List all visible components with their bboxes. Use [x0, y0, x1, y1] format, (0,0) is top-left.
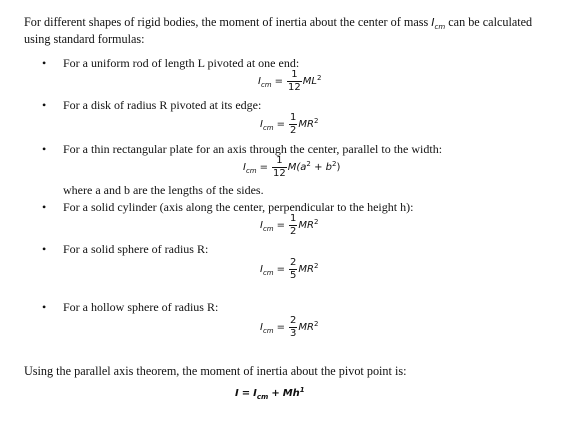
fraction-denominator: 12 — [288, 82, 301, 93]
formula-lhs-sub: cm — [245, 166, 257, 175]
formula-lhs: I — [243, 162, 246, 173]
formula-rhs: MR — [298, 322, 314, 333]
formula-rhs: MR — [298, 220, 314, 231]
equals-sign: = — [276, 322, 286, 333]
plate-note: where a and b are the lengths of the sides. — [63, 183, 264, 197]
formula-solid-sphere — [260, 258, 318, 281]
fraction — [289, 316, 297, 339]
bullet-marker: • — [42, 98, 47, 112]
fraction-denominator: 12 — [273, 168, 286, 179]
intro-symbol-letter: I — [431, 16, 435, 29]
fraction-denominator: 2 — [290, 125, 297, 136]
formula-plate — [243, 156, 340, 179]
fraction-denominator: 3 — [290, 328, 297, 339]
formula-rhs-part: ) — [336, 162, 341, 173]
intro-text-before: For different shapes of rigid bodies, the moment of inertia about the center of mass — [24, 15, 432, 29]
fraction — [272, 156, 287, 179]
formula-lhs: I — [260, 119, 263, 130]
formula-exponent: 2 — [313, 217, 319, 226]
item-disk-label: For a disk of radius R pivoted at its edge: — [63, 98, 262, 112]
item-rod-label: For a uniform rod of length L pivoted at one end: — [63, 56, 300, 70]
fraction-denominator: 5 — [290, 270, 297, 281]
formula-exponent: 2 — [313, 116, 319, 125]
plus-sign: + — [271, 388, 280, 399]
formula-rhs: MR — [298, 119, 314, 130]
formula-rhs: MR — [298, 264, 314, 275]
equals-sign: = — [259, 162, 269, 173]
formula-disk — [260, 113, 318, 136]
fraction-numerator: 1 — [276, 155, 283, 166]
formula-exponent: 2 — [316, 73, 322, 82]
formula-exponent: 2 — [331, 159, 337, 168]
item-hollow-sphere-label: For a hollow sphere of radius R: — [63, 300, 219, 314]
fraction-denominator: 2 — [290, 226, 297, 237]
bullet-marker: • — [42, 142, 47, 156]
fraction-numerator: 1 — [290, 213, 297, 224]
outro-paragraph: Using the parallel axis theorem, the moment of inertia about the pivot point is: — [24, 364, 407, 378]
item-plate-label: For a thin rectangular plate for an axis through the center, parallel to the width: — [63, 142, 443, 156]
final-lhs: I — [235, 388, 239, 399]
equals-sign: = — [274, 76, 284, 87]
formula-exponent: 2 — [306, 159, 311, 168]
formula-lhs: I — [260, 322, 263, 333]
bullet-marker: • — [42, 200, 47, 214]
equals-sign: = — [276, 264, 286, 275]
intro-symbol-subscript: cm — [434, 23, 446, 31]
intro-text-after: can be calculated using standard formulas: — [24, 15, 533, 46]
final-term-mh: Mh — [282, 388, 300, 399]
fraction — [289, 258, 297, 281]
equals-sign: = — [276, 220, 286, 231]
equals-sign: = — [276, 119, 286, 130]
fraction-numerator: 2 — [290, 257, 297, 268]
formula-lhs-sub: cm — [260, 80, 272, 89]
formula-rhs-part: M(a — [287, 162, 307, 173]
formula-lhs-sub: cm — [262, 326, 274, 335]
fraction-numerator: 1 — [290, 112, 297, 123]
intro-paragraph — [24, 15, 554, 47]
formula-rhs: ML — [302, 76, 317, 87]
fraction-numerator: 2 — [290, 315, 297, 326]
fraction-numerator: 1 — [291, 69, 298, 80]
formula-exponent: 2 — [313, 261, 319, 270]
item-solid-sphere-label: For a solid sphere of radius R: — [63, 242, 209, 256]
intro-symbol — [431, 16, 445, 29]
formula-lhs-sub: cm — [262, 224, 274, 233]
parallel-axis-formula — [235, 385, 305, 401]
formula-lhs-sub: cm — [262, 268, 274, 277]
formula-lhs: I — [260, 220, 263, 231]
final-term-icm: I — [253, 388, 257, 399]
final-term-subscript: cm — [256, 392, 269, 401]
formula-cylinder — [260, 214, 318, 237]
bullet-marker: • — [42, 242, 47, 256]
formula-rhs-part: + b — [310, 162, 332, 173]
bullet-marker: • — [42, 300, 47, 314]
formula-lhs: I — [260, 264, 263, 275]
final-term-exponent: 1 — [299, 385, 305, 394]
item-cylinder-label: For a solid cylinder (axis along the center, perpendicular to the height h): — [63, 200, 414, 214]
equals-sign: = — [241, 388, 251, 399]
formula-lhs: I — [258, 76, 261, 87]
formula-exponent: 2 — [313, 319, 319, 328]
formula-hollow-sphere — [260, 316, 318, 339]
bullet-marker: • — [42, 56, 47, 70]
fraction — [289, 214, 297, 237]
formula-lhs-sub: cm — [262, 123, 274, 132]
fraction — [289, 113, 297, 136]
fraction — [287, 70, 302, 93]
formula-rod — [258, 70, 321, 93]
